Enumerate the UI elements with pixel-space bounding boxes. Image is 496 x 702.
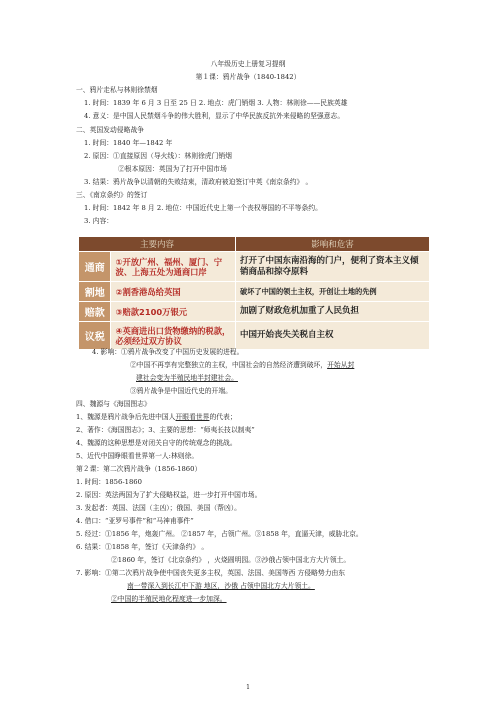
s4-line4: 4、魏源的这种思想是对闭关自守的传统观念的挑战。 xyxy=(76,439,237,447)
s3-line4c: 建社会变为半殖民地半封建社会。 xyxy=(136,374,238,382)
row-content: ③赔款2100万银元 xyxy=(111,302,236,322)
l2-line7a: 7. 影响：①第二次鸦片战争使中国丧失更多主权，英国、法国、美国等西 方侵略势力由东 xyxy=(76,569,346,577)
l2-line6b: ②1860 年，签订《北京条约》 ，火烧圆明园。③沙俄占领中国北方大片领土。 xyxy=(111,556,351,564)
section2-heading: 二、英国发动侵略战争 xyxy=(76,126,144,134)
s2-line1: 1. 时间：1840 年—1842 年 xyxy=(84,139,173,147)
l2-line7c: ②中国的半殖民地化程度进一步加深。 xyxy=(111,595,227,603)
row-effect: 中国开始丧失关税自主权 xyxy=(236,322,430,350)
section3-heading: 三、《南京条约》的签订 xyxy=(76,191,148,199)
s4-line5: 5、近代中国睁眼看世界第一人:林则徐。 xyxy=(76,452,199,460)
row-content: ④英商进出口货物缴纳的税款，必须经过双方协议 xyxy=(111,322,236,350)
l2-line1: 1. 时间：1856-1860 xyxy=(76,478,142,486)
doc-title: 八年级历史上册复习提纲 xyxy=(210,60,286,68)
table-row xyxy=(79,322,430,350)
s3-line1: 1. 时间：1842 年 8 月 2. 地位：中国近代史上第一个丧权辱国的不平等条约。 xyxy=(84,204,322,212)
s1-line4: 4. 意义：是中国人民禁烟斗争的伟大胜利，显示了中华民族反抗外来侵略的坚强意志。 xyxy=(84,112,345,120)
s3-line4b-underlined: 开始从封 xyxy=(327,361,355,369)
row-content: ②割香港岛给英国 xyxy=(111,282,236,302)
header-effect: 影响和危害 xyxy=(236,237,430,252)
s3-line4d: ③鸦片战争是中国近代史的开端。 xyxy=(130,387,232,395)
table-row xyxy=(79,252,430,282)
table-row xyxy=(79,302,430,322)
s4-line2: 2、著作：《海国图志》；3、主要的思想：“师夷长技以制夷” xyxy=(76,426,255,434)
s2-line2b: ②根本原因：英国为了打开中国市场 xyxy=(118,165,227,173)
row-effect: 打开了中国东南沿海的门户，便利了资本主义倾销商品和掠夺原料 xyxy=(236,252,430,282)
section4-heading: 四、魏源与《海国图志》 xyxy=(76,400,151,408)
header-content: 主要内容 xyxy=(79,237,236,252)
s1-line1: 1. 时间：1839 年 6 月 3 日至 25 日 2. 地点：虎门销烟 3. 人物：林则徐——民族英雄 xyxy=(84,99,348,107)
s2-line2a: 2. 原因：①直接原因（导火线）：林则徐虎门销烟 xyxy=(84,152,232,160)
row-effect: 破坏了中国的领土主权，开创让土地的先例 xyxy=(236,282,430,302)
l2-line6a: 6. 结果：①1858 年，签订《天津条约》 。 xyxy=(76,543,209,551)
treaty-table xyxy=(78,236,430,350)
row-label: 通商 xyxy=(79,252,111,282)
row-label: 议税 xyxy=(79,322,111,350)
section1-heading: 一、鸦片走私与林则徐禁烟 xyxy=(76,86,158,94)
l2-line7b: 南一带深入到长江中下游 地区，沙俄 占领中国北方大片领土。 xyxy=(127,582,315,590)
s2-line3: 3. 结果：鸦片战争以清朝的失败结束，清政府被迫签订中英《南京条约》 。 xyxy=(84,178,313,186)
l2-line2: 2. 原因：英法两国为了扩大侵略权益，进一步打开中国市场。 xyxy=(76,491,262,499)
lesson2-title: 第２课：第二次鸦片战争（1856-1860） xyxy=(76,465,202,473)
row-content: ①开放广州、福州、厦门、宁波、上海五处为通商口岸 xyxy=(111,252,236,282)
l2-line5: 5. 经过：①1856 年，炮轰广州。 ②1857 年，占领广州。③1858 年，直逼天津，威胁北京。 xyxy=(76,530,363,538)
l2-line3: 3. 发起者：英国、法国（主凶）；俄国、美国（帮凶）。 xyxy=(76,504,241,512)
l2-line4: 4. 借口：“亚罗号事件”和“马神甫事件” xyxy=(76,517,194,525)
table-row xyxy=(79,282,430,302)
row-label: 赔款 xyxy=(79,302,111,322)
s3-line4a: 4. 影响：①鸦片战争改变了中国历史发展的进程。 xyxy=(92,348,244,356)
s3-line4b xyxy=(130,361,354,370)
lesson1-title: 第１课：鸦片战争（1840-1842） xyxy=(195,73,301,81)
s4-line1 xyxy=(76,413,237,422)
s4-line1-text: 1、魏源是鸦片战争后先进中国人 xyxy=(76,413,176,421)
s4-line1-underlined: 开眼看世界 xyxy=(175,413,210,421)
s3-line3: 3. 内容： xyxy=(84,217,114,225)
row-effect: 加剧了财政危机加重了人民负担 xyxy=(236,302,430,322)
row-label: 割地 xyxy=(79,282,111,302)
s3-line4b-text: ②中国不再享有完整独立的主权，中国社会的自然经济遭到破坏， xyxy=(130,361,328,369)
page-number: 1 xyxy=(246,684,250,691)
s4-line1-suffix: 的代表； xyxy=(209,413,237,421)
